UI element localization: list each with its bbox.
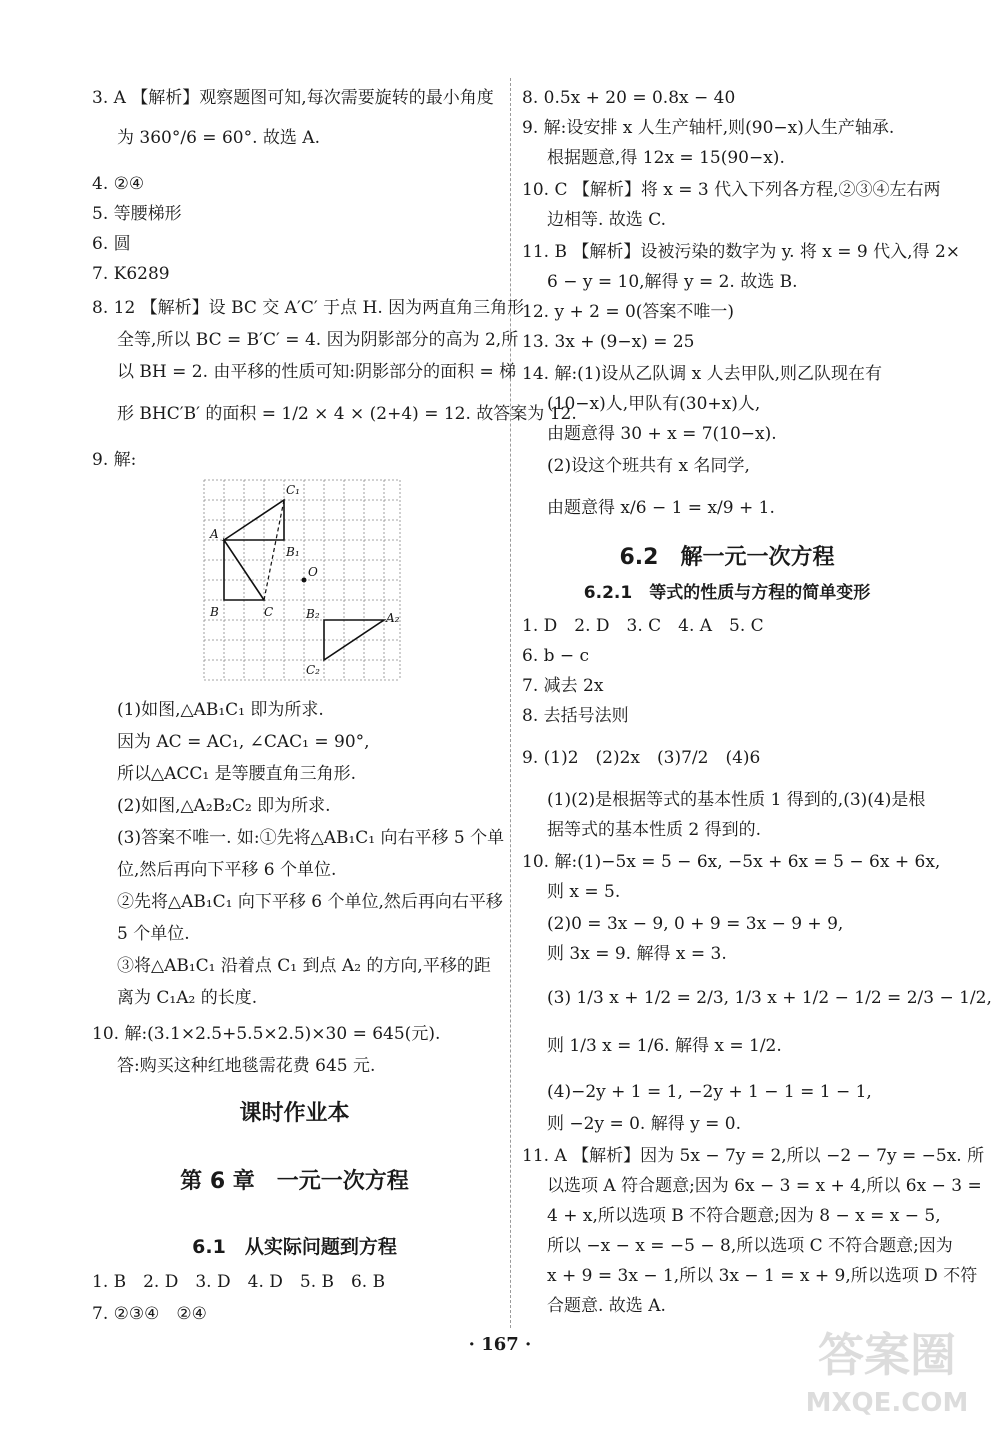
- answer-line: 则 3x = 9. 解得 x = 3.: [547, 944, 727, 964]
- answer-line: 4. ②④: [92, 174, 145, 194]
- page-number: · 167 ·: [468, 1334, 532, 1355]
- watermark-text-bottom: MXQE.COM: [805, 1388, 969, 1418]
- answer-line: 则 1/3 x = 1/6. 解得 x = 1/2.: [547, 1036, 782, 1056]
- answer-line: 位,然后再向下平移 6 个单位.: [117, 860, 337, 880]
- answer-line: 6. b − c: [522, 646, 590, 666]
- answer-line: 10. C 【解析】将 x = 3 代入下列各方程,②③④左右两: [522, 180, 941, 200]
- answer-line: 8. 0.5x + 20 = 0.8x − 40: [522, 88, 736, 108]
- answer-line: 13. 3x + (9−x) = 25: [522, 332, 695, 352]
- answer-line: (4)−2y + 1 = 1, −2y + 1 − 1 = 1 − 1,: [547, 1082, 872, 1102]
- answer-line: 11. B 【解析】设被污染的数字为 y. 将 x = 9 代入,得 2×: [522, 242, 961, 262]
- answer-line: 合题意. 故选 A.: [547, 1296, 666, 1316]
- answer-line: (1)(2)是根据等式的基本性质 1 得到的,(3)(4)是根: [547, 790, 926, 810]
- answer-line: 6 − y = 10,解得 y = 2. 故选 B.: [547, 272, 798, 292]
- answer-line: 形 BHC′B′ 的面积 = 1/2 × 4 × (2+4) = 12. 故答案为 12.: [117, 404, 577, 424]
- column-divider: [510, 78, 511, 1328]
- label-c2: C₂: [306, 663, 320, 677]
- answer-line: x + 9 = 3x − 1,所以 3x − 1 = x + 9,所以选项 D 不符: [547, 1266, 978, 1286]
- answer-line: ②先将△AB₁C₁ 向下平移 6 个单位,然后再向右平移: [117, 892, 503, 912]
- answer-line: 所以△ACC₁ 是等腰直角三角形.: [117, 764, 356, 784]
- answer-line: 根据题意,得 12x = 15(90−x).: [547, 148, 785, 168]
- label-a: A: [210, 527, 219, 541]
- answer-line: (3)答案不唯一. 如:①先将△AB₁C₁ 向右平移 5 个单: [117, 828, 505, 848]
- answer-line: 9. 解:: [92, 450, 137, 470]
- answer-line: 8. 12 【解析】设 BC 交 A′C′ 于点 H. 因为两直角三角形: [92, 298, 525, 318]
- watermark-text-top: 答案圈: [818, 1328, 956, 1382]
- answer-line: 1. D 2. D 3. C 4. A 5. C: [522, 616, 764, 636]
- answer-line: 为 360°/6 = 60°. 故选 A.: [117, 128, 320, 148]
- point-o: [302, 578, 307, 583]
- answer-line: 边相等. 故选 C.: [547, 210, 667, 230]
- dashed-segment-cc1: [264, 500, 284, 600]
- answer-line: 离为 C₁A₂ 的长度.: [117, 988, 258, 1008]
- section-title: 课时作业本: [239, 1101, 350, 1126]
- answer-line: 则 −2y = 0. 解得 y = 0.: [547, 1114, 742, 1134]
- label-b1: B₁: [286, 545, 300, 559]
- answer-line: 9. (1)2 (2)2x (3)7/2 (4)6: [522, 748, 761, 768]
- answer-line: 10. 解:(1)−5x = 5 − 6x, −5x + 6x = 5 − 6x + 6x,: [522, 852, 941, 872]
- answer-line: 8. 去括号法则: [522, 706, 629, 726]
- section-title: 6.2 解一元一次方程: [619, 545, 835, 570]
- answer-line: 4 + x,所以选项 B 不符合题意;因为 8 − x = x − 5,: [547, 1206, 941, 1226]
- geometry-figure: [202, 478, 402, 688]
- label-c1: C₁: [286, 483, 300, 497]
- answer-line: 所以 −x − x = −5 − 8,所以选项 C 不符合题意;因为: [547, 1236, 953, 1256]
- answer-line: 则 x = 5.: [547, 882, 621, 902]
- answer-line: 全等,所以 BC = B′C′ = 4. 因为阴影部分的高为 2,所: [117, 330, 519, 350]
- answer-line: 据等式的基本性质 2 得到的.: [547, 820, 762, 840]
- label-c: C: [264, 605, 274, 619]
- answer-line: (2)0 = 3x − 9, 0 + 9 = 3x − 9 + 9,: [547, 914, 844, 934]
- label-b2: B₂: [306, 607, 320, 621]
- answer-line: 以选项 A 符合题意;因为 6x − 3 = x + 4,所以 6x − 3 =: [547, 1176, 982, 1196]
- chapter-title: 第 6 章 一元一次方程: [180, 1169, 409, 1194]
- answer-line: 以 BH = 2. 由平移的性质可知:阴影部分的面积 = 梯: [117, 362, 517, 382]
- answer-line: 7. ②③④ ②④: [92, 1304, 207, 1324]
- answer-line: 5 个单位.: [117, 924, 190, 944]
- answer-line: 6. 圆: [92, 234, 131, 254]
- answer-line: (2)设这个班共有 x 名同学,: [547, 456, 750, 476]
- subsection-title: 6.2.1 等式的性质与方程的简单变形: [583, 583, 871, 603]
- subsection-title: 6.1 从实际问题到方程: [192, 1236, 397, 1258]
- label-o: O: [308, 565, 318, 579]
- answer-line: 答:购买这种红地毯需花费 645 元.: [117, 1056, 376, 1076]
- answer-line: 11. A 【解析】因为 5x − 7y = 2,所以 −2 − 7y = −5x. 所: [522, 1146, 985, 1166]
- answer-line: 14. 解:(1)设从乙队调 x 人去甲队,则乙队现在有: [522, 364, 883, 384]
- label-b: B: [210, 605, 219, 619]
- answer-line: 9. 解:设安排 x 人生产轴杆,则(90−x)人生产轴承.: [522, 118, 895, 138]
- answer-line: 7. K6289: [92, 264, 170, 284]
- answer-line: 3. A 【解析】观察题图可知,每次需要旋转的最小角度: [92, 88, 494, 108]
- answer-line: 由题意得 30 + x = 7(10−x).: [547, 424, 777, 444]
- answer-line: 1. B 2. D 3. D 4. D 5. B 6. B: [92, 1272, 386, 1292]
- label-a2: A₂: [386, 611, 400, 625]
- answer-line: ③将△AB₁C₁ 沿着点 C₁ 到点 A₂ 的方向,平移的距: [117, 956, 491, 976]
- answer-line: 7. 减去 2x: [522, 676, 604, 696]
- answer-line: 10. 解:(3.1×2.5+5.5×2.5)×30 = 645(元).: [92, 1024, 441, 1044]
- answer-line: 因为 AC = AC₁, ∠CAC₁ = 90°,: [117, 732, 370, 752]
- answer-line: 由题意得 x/6 − 1 = x/9 + 1.: [547, 498, 775, 518]
- answer-line: (10−x)人,甲队有(30+x)人,: [547, 394, 761, 414]
- answer-line: 12. y + 2 = 0(答案不唯一): [522, 302, 735, 322]
- answer-line: 5. 等腰梯形: [92, 204, 182, 224]
- watermark-logo: [792, 1313, 982, 1423]
- answer-line: (1)如图,△AB₁C₁ 即为所求.: [117, 700, 324, 720]
- answer-line: (3) 1/3 x + 1/2 = 2/3, 1/3 x + 1/2 − 1/2 = 2/3 − 1/2,: [547, 988, 992, 1008]
- answer-line: (2)如图,△A₂B₂C₂ 即为所求.: [117, 796, 331, 816]
